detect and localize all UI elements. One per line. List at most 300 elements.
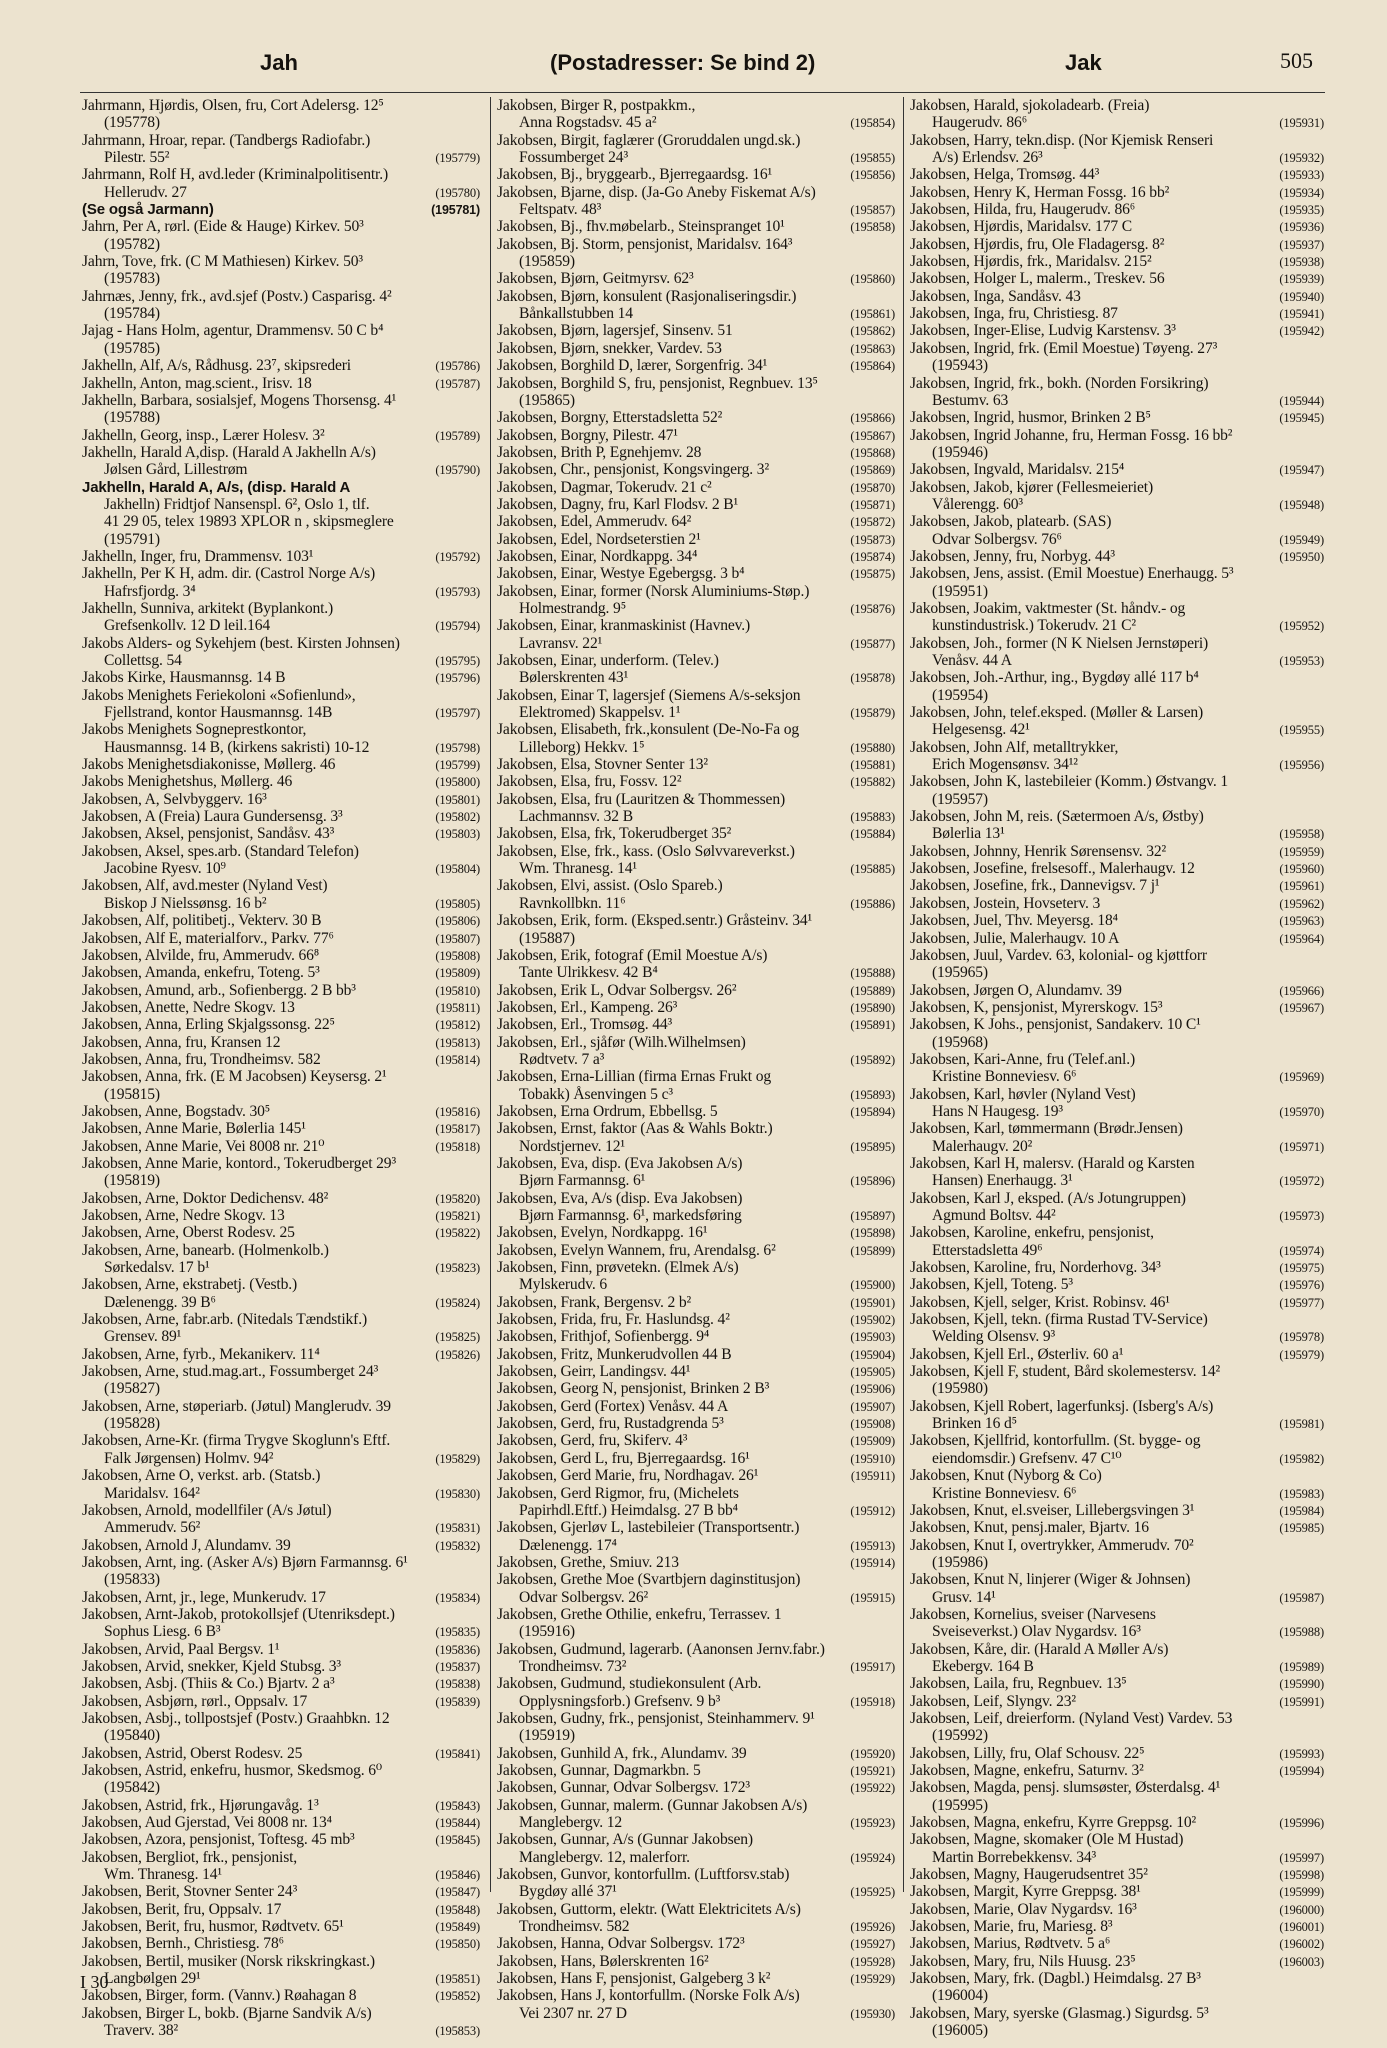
entry-number: (195948): [1279, 497, 1324, 512]
entry-line: [82, 496, 480, 513]
entry-line: [910, 704, 1324, 721]
entry-line: [82, 652, 480, 669]
entry-line: [497, 1086, 895, 1103]
entry-line: [82, 1172, 480, 1189]
entry-text: Wm. Thranesg. 14¹: [104, 1866, 222, 1884]
entry-number: (195977): [1279, 1295, 1324, 1310]
entry-line: [497, 1814, 895, 1831]
entry-line: [82, 1537, 480, 1554]
entry-text: Jakobsen, Gerd, fru, Skiferv. 4³: [497, 1432, 688, 1450]
entry-line: [910, 617, 1324, 634]
entry-line: [910, 1502, 1324, 1519]
entry-text: Jakobsen, Leif, Slyngv. 23²: [910, 1692, 1076, 1710]
entry-number: (195944): [1279, 393, 1324, 408]
entry-text: Jakobsen, Birgit, faglærer (Groruddalen ungd.sk.): [497, 131, 801, 149]
entry-line: [497, 1675, 895, 1692]
entry-number: (195800): [435, 775, 480, 790]
entry-line: [82, 1068, 480, 1085]
entry-text: Jakobsen, Marie, fru, Mariesg. 8³: [910, 1918, 1113, 1936]
entry-number: (195969): [1279, 1070, 1324, 1085]
entry-number: (196002): [1279, 1937, 1324, 1952]
entry-number: (195886): [850, 896, 895, 911]
entry-text: Jakobsen, Arne, Nedre Skogv. 13: [82, 1207, 285, 1224]
entry-text: Jakobsen, Kåre, dir. (Harald A Møller A/s): [910, 1640, 1169, 1658]
entry-line: [497, 1346, 895, 1363]
entry-number: (195790): [435, 463, 480, 478]
entry-line: [497, 218, 895, 235]
entry-number: (195875): [850, 567, 895, 582]
entry-line: [82, 461, 480, 478]
entry-text: Jakhelln, Harald A,disp. (Harald A Jakhelln A/s): [82, 443, 376, 461]
entry-text: Jakobsen, Edel, Ammerudv. 64²: [497, 513, 692, 531]
entry-line: [497, 513, 895, 530]
entry-number: (195825): [435, 1330, 480, 1345]
entry-text: Jakobsen, Holger L, malerm., Treskev. 56: [910, 270, 1165, 288]
entry-line: [497, 1172, 895, 1189]
entry-line: [82, 617, 480, 634]
entry-text: (195995): [932, 1796, 988, 1814]
entry-number: (195913): [850, 1538, 895, 1553]
entry-line: [82, 1190, 480, 1207]
entry-line: [82, 1762, 480, 1779]
entry-text: Dælenengg. 39 B⁶: [104, 1293, 216, 1311]
entry-line: [82, 877, 480, 894]
entry-line: [497, 392, 895, 409]
entry-number: (195808): [435, 948, 480, 963]
entry-number: (195780): [435, 185, 480, 200]
entry-text: Jahrnæs, Jenny, frk., avd.sjef (Postv.) Casparisg. 4²: [82, 287, 392, 305]
entry-text: Jakobsen, Einar, underform. (Telev.): [497, 652, 719, 669]
entry-number: (195970): [1279, 1104, 1324, 1119]
entry-text: eiendomsdir.) Grefsenv. 47 C¹⁰: [932, 1449, 1122, 1467]
entry-line: [82, 305, 480, 322]
entry-line: [910, 1086, 1324, 1103]
entry-line: [497, 114, 895, 131]
entry-line: [910, 97, 1324, 114]
entry-number: (195990): [1279, 1677, 1324, 1692]
entry-number: (195896): [850, 1174, 895, 1189]
entry-line: [82, 1953, 480, 1970]
entry-line: [497, 1849, 895, 1866]
entry-text: (195784): [104, 305, 160, 323]
entry-text: Jakobsen, Eva, A/s (disp. Eva Jakobsen): [497, 1189, 743, 1207]
column-2: [490, 97, 895, 2022]
entry-line: [910, 166, 1324, 183]
entry-line: [82, 548, 480, 565]
entry-text: Jakobsen, Magda, pensj. slumsøster, Østerdalsg. 4¹: [910, 1779, 1221, 1797]
entry-text: Anna Rogstadsv. 45 a²: [519, 114, 657, 132]
entry-text: Jakobsen, Mary, frk. (Dagbl.) Heimdalsg. 27 B³: [910, 1970, 1201, 1988]
entry-text: Jakobsen, Erl., sjåfør (Wilh.Wilhelmsen): [497, 1033, 746, 1051]
entry-line: [910, 132, 1324, 149]
entry-line: [497, 825, 895, 842]
entry-text: Jakobsen, Chr., pensjonist, Kongsvingerg. 3²: [497, 461, 769, 479]
entry-number: (195885): [850, 862, 895, 877]
entry-number: (195864): [850, 359, 895, 374]
entry-line: [82, 375, 480, 392]
entry-number: (195971): [1279, 1139, 1324, 1154]
entry-text: Welding Olsensv. 9³: [932, 1328, 1055, 1346]
entry-number: (195998): [1279, 1868, 1324, 1883]
entry-text: Fossumberget 24³: [519, 149, 628, 167]
entry-number: (195936): [1279, 220, 1324, 235]
entry-line: [910, 1120, 1324, 1137]
entry-line: [910, 218, 1324, 235]
entry-text: Trondheimsv. 73²: [519, 1657, 627, 1675]
entry-text: Jakobsen, Bjørn, Geitmyrsv. 62³: [497, 270, 694, 288]
entry-text: Papirhdl.Eftf.) Heimdalsg. 27 B bb⁴: [519, 1501, 738, 1519]
entry-line: [910, 583, 1324, 600]
entry-text: Ekebergv. 164 B: [932, 1657, 1034, 1675]
entry-text: (195965): [932, 964, 988, 982]
entry-line: [82, 912, 480, 929]
entry-text: Jakobsen, Anna, fru, Trondheimsv. 582: [82, 1050, 321, 1068]
entry-line: [910, 1641, 1324, 1658]
entry-text: Jakobsen, Alf, politibetj., Vekterv. 30 B: [82, 912, 322, 930]
entry-line: [497, 1762, 895, 1779]
entry-text: Jakobsen, Arvid, Paal Bergsv. 1¹: [82, 1640, 280, 1658]
entry-line: [82, 409, 480, 426]
entry-number: (195891): [850, 1018, 895, 1033]
entry-line: [82, 322, 480, 339]
entry-number: (195952): [1279, 619, 1324, 634]
entry-text: Jakobsen, Anna, fru, Kransen 12: [82, 1033, 281, 1051]
entry-text: Lilleborg) Hekkv. 1⁵: [519, 738, 645, 756]
entry-line: [82, 357, 480, 374]
entry-number: (195811): [435, 1000, 480, 1015]
entry-text: Jakobsen, K, pensjonist, Myrerskogv. 15³: [910, 998, 1163, 1016]
entry-line: [497, 1918, 895, 1935]
entry-number: (195917): [850, 1659, 895, 1674]
entry-line: [910, 1190, 1324, 1207]
entry-text: Jakobsen, Jakob, platearb. (SAS): [910, 513, 1112, 531]
entry-line: [82, 1311, 480, 1328]
entry-text: Jakobsen, Einar, Nordkappg. 34⁴: [497, 547, 698, 565]
entry-text: Jakobsen, Kjell Robert, lagerfunksj. (Isberg's A/s): [910, 1397, 1214, 1415]
entry-line: [82, 565, 480, 582]
entry-number: (195947): [1279, 463, 1324, 478]
entry-text: Jakobsen, Anne Marie, Vei 8008 nr. 21⁰: [82, 1137, 325, 1155]
entry-text: Jakobsen, Arne-Kr. (firma Trygve Skoglunn's Eftf.: [82, 1432, 391, 1450]
entry-text: Jakobsen, Gjerløv L, lastebileier (Transportsentr.): [497, 1519, 800, 1537]
entry-number: (195781): [431, 203, 480, 218]
entry-text: Jakobsen, Kjell F, student, Bård skolemestersv. 14²: [910, 1363, 1221, 1381]
entry-line: [497, 270, 895, 287]
entry-line: [497, 704, 895, 721]
entry-text: Odvar Solbergsv. 76⁶: [932, 530, 1062, 548]
entry-line: [82, 253, 480, 270]
entry-line: [910, 1363, 1324, 1380]
entry-number: (195850): [435, 1937, 480, 1952]
entry-text: Jakobsen, Guttorm, elektr. (Watt Elektricitets A/s): [497, 1900, 801, 1918]
entry-line: [910, 1918, 1324, 1935]
entry-text: Jakobsen, John K, lastebileier (Komm.) Østvangv. 1: [910, 773, 1229, 791]
entry-text: (195954): [932, 686, 988, 704]
entry-text: Etterstadsletta 49⁶: [932, 1241, 1043, 1259]
entry-line: [497, 1710, 895, 1727]
entry-line: [910, 1658, 1324, 1675]
entry-text: Jakobsen, Laila, fru, Regnbuev. 13⁵: [910, 1675, 1127, 1693]
entry-line: [497, 1328, 895, 1345]
entry-text: (195865): [519, 391, 575, 409]
entry-text: (195957): [932, 790, 988, 808]
entry-line: [910, 1970, 1324, 1987]
entry-text: Jakobsen, Juul, Vardev. 63, kolonial- og kjøttforr: [910, 946, 1207, 964]
entry-text: Jakobsen, Inga, Sandåsv. 43: [910, 287, 1081, 305]
entry-number: (195918): [850, 1694, 895, 1709]
entry-text: Jakhelln, Alf, A/s, Rådhusg. 23⁷, skipsrederi: [82, 357, 351, 375]
entry-number: (195900): [850, 1278, 895, 1293]
entry-text: Jakobsen, Erik L, Odvar Solbergsv. 26²: [497, 981, 737, 999]
entry-line: [497, 617, 895, 634]
entry-number: (195847): [435, 1885, 480, 1900]
entry-text: Hellerudv. 27: [104, 183, 187, 201]
entry-line: [910, 773, 1324, 790]
entry-line: [910, 1224, 1324, 1241]
entry-number: (195978): [1279, 1330, 1324, 1345]
entry-line: [910, 270, 1324, 287]
entry-text: Jakobsen, Gerd (Fortex) Venåsv. 44 A: [497, 1397, 729, 1415]
entry-number: (195803): [435, 827, 480, 842]
entry-line: [497, 1068, 895, 1085]
entry-line: [910, 1762, 1324, 1779]
entry-number: (195884): [850, 827, 895, 842]
entry-line: [82, 1016, 480, 1033]
entry-text: Helgesensg. 42¹: [932, 721, 1030, 739]
entry-text: Maridalsv. 164²: [104, 1484, 200, 1502]
entry-text: Jakobsen, Bj. Storm, pensjonist, Maridalsv. 164³: [497, 235, 793, 253]
entry-line: [497, 1641, 895, 1658]
entry-text: Grusv. 14¹: [932, 1588, 996, 1606]
entry-line: [497, 860, 895, 877]
entry-line: [497, 322, 895, 339]
entry-text: Jakobsen, Georg N, pensjonist, Brinken 2 B³: [497, 1380, 770, 1398]
entry-number: (195942): [1279, 324, 1324, 339]
entry-line: [910, 427, 1324, 444]
entry-text: Jakobsen, Arne, ekstrabetj. (Vestb.): [82, 1276, 298, 1294]
entry-line: [497, 427, 895, 444]
entry-number: (195876): [850, 601, 895, 616]
entry-number: (195927): [850, 1937, 895, 1952]
entry-text: kunstindustrisk.) Tokerudv. 21 C²: [932, 617, 1136, 635]
entry-number: (195874): [850, 549, 895, 564]
entry-text: Sørkedalsv. 17 b¹: [104, 1259, 210, 1277]
entry-line: [910, 479, 1324, 496]
entry-line: [497, 843, 895, 860]
entry-number: (195974): [1279, 1243, 1324, 1258]
entry-line: [82, 600, 480, 617]
entry-line: [82, 860, 480, 877]
entry-number: (195932): [1279, 151, 1324, 166]
entry-line: [82, 930, 480, 947]
entry-line: [910, 1155, 1324, 1172]
entry-text: Jakobsen, Josefine, frelsesoff., Malerhaugv. 12: [910, 860, 1195, 878]
entry-line: [497, 97, 895, 114]
entry-text: Kristine Bonneviesv. 6⁶: [932, 1068, 1077, 1086]
entry-number: (195889): [850, 983, 895, 998]
entry-line: [910, 1675, 1324, 1692]
entry-line: [497, 340, 895, 357]
entry-number: (195836): [435, 1642, 480, 1657]
entry-line: [910, 877, 1324, 894]
entry-line: [497, 132, 895, 149]
entry-number: (195926): [850, 1920, 895, 1935]
entry-line: [910, 756, 1324, 773]
entry-line: [497, 479, 895, 496]
entry-line: [497, 1831, 895, 1848]
entry-line: [497, 496, 895, 513]
entry-number: (195807): [435, 931, 480, 946]
entry-text: Jakobsen, Kornelius, sveiser (Narvesens: [910, 1605, 1156, 1623]
entry-line: [910, 1450, 1324, 1467]
entry-number: (195801): [435, 792, 480, 807]
entry-line: [497, 166, 895, 183]
entry-text: Trondheimsv. 582: [519, 1918, 630, 1936]
entry-line: [82, 513, 480, 530]
entry-number: (195837): [435, 1659, 480, 1674]
entry-text: Bånkallstubben 14: [519, 305, 633, 323]
entry-text: Jakobsen, Berit, fru, husmor, Rødtvetv. 65¹: [82, 1918, 344, 1936]
entry-text: Jakobsen, Anna, frk. (E M Jacobsen) Keysersg. 2¹: [82, 1068, 387, 1086]
entry-text: Jakobsen, Hjørdis, Maridalsv. 177 C: [910, 218, 1132, 236]
entry-line: [82, 288, 480, 305]
entry-text: Jakobsen, Erik, fotograf (Emil Moestue A/s): [497, 946, 768, 964]
entry-line: [497, 791, 895, 808]
entry-line: [910, 513, 1324, 530]
entry-text: Jakobsen, Jørgen O, Alundamv. 39: [910, 981, 1122, 999]
entry-line: [497, 1224, 895, 1241]
entry-line: [497, 444, 895, 461]
entry-text: Jakobsen, Gudmund, lagerarb. (Aanonsen Jernv.fabr.): [497, 1640, 825, 1658]
entry-text: Jakobsen, Hjørdis, frk., Maridalsv. 215²: [910, 253, 1152, 271]
entry-line: [82, 1207, 480, 1224]
entry-number: (195797): [435, 706, 480, 721]
entry-number: (195829): [435, 1451, 480, 1466]
entry-text: Odvar Solbergsv. 26²: [519, 1588, 649, 1606]
entry-line: [910, 375, 1324, 392]
entry-text: Jakobsen, Karl, høvler (Nyland Vest): [910, 1085, 1136, 1103]
entry-number: (195821): [435, 1209, 480, 1223]
entry-text: Jakobsen, Else, frk., kass. (Oslo Sølvvareverkst.): [497, 842, 795, 860]
entry-line: [910, 1606, 1324, 1623]
entry-line: [910, 1519, 1324, 1536]
entry-text: (195833): [104, 1571, 160, 1589]
entry-line: [497, 1190, 895, 1207]
entry-text: Jakobsen, Geirr, Landingsv. 44¹: [497, 1363, 691, 1381]
entry-text: Jakobsen, Erl., Tromsøg. 44³: [497, 1016, 673, 1034]
entry-number: (195830): [435, 1486, 480, 1501]
entry-text: (195951): [932, 582, 988, 600]
entry-text: Jahrmann, Hjørdis, Olsen, fru, Cort Adelersg. 12⁵: [82, 97, 384, 114]
entry-text: Jakobsen, Arne, fabr.arb. (Nitedals Tændstikf.): [82, 1311, 367, 1329]
entry-line: [82, 2005, 480, 2022]
entry-number: (195796): [435, 671, 480, 686]
entry-number: (195979): [1279, 1347, 1324, 1362]
entry-text: Jakobsen, K Johs., pensjonist, Sandakerv. 10 C¹: [910, 1016, 1201, 1034]
entry-text: Jakobsen, Grethe, Smiuv. 213: [497, 1553, 679, 1571]
entry-line: [910, 322, 1324, 339]
entry-line: [82, 1380, 480, 1397]
entry-line: [910, 1710, 1324, 1727]
entry-text: Bølerlia 13¹: [932, 825, 1005, 843]
entry-text: Jakobsen, Ingrid, frk., bokh. (Norden Forsikring): [910, 374, 1209, 392]
entry-text: Hansen) Enerhaugg. 3¹: [932, 1172, 1073, 1190]
entry-line: [910, 1866, 1324, 1883]
entry-line: [82, 1883, 480, 1900]
entry-text: Jakobsen, Gerd L, fru, Bjerregaardsg. 16¹: [497, 1449, 750, 1467]
entry-line: [497, 1745, 895, 1762]
entry-text: Jakobsen, Berit, Stovner Senter 24³: [82, 1883, 298, 1901]
entry-text: Grensev. 89¹: [104, 1328, 182, 1346]
entry-line: [910, 1589, 1324, 1606]
entry-line: [82, 132, 480, 149]
entry-number: (195831): [435, 1521, 480, 1536]
entry-text: Wm. Thranesg. 14¹: [519, 860, 637, 878]
entry-number: (195945): [1279, 411, 1324, 426]
entry-line: [82, 166, 480, 183]
entry-line: [497, 1970, 895, 1987]
entry-line: [910, 1467, 1324, 1484]
entry-text: Jakobsen, Anne Marie, Bølerlia 145¹: [82, 1120, 306, 1138]
entry-text: Jakobsen, Grethe Moe (Svartbjern daginstitusjon): [497, 1571, 801, 1589]
entry-text: Jakobsen, Arnt-Jakob, protokollsjef (Utenriksdept.): [82, 1605, 395, 1623]
entry-line: [910, 687, 1324, 704]
entry-text: Jakobsen, Asbj. (Thiis & Co.) Bjartv. 2 a³: [82, 1675, 335, 1693]
entry-line: [497, 999, 895, 1016]
entry-text: Jakobsen, Berit, fru, Oppsalv. 17: [82, 1900, 282, 1918]
entry-text: Jølsen Gård, Lillestrøm: [104, 461, 248, 479]
entry-text: (195986): [932, 1553, 988, 1571]
entry-line: [497, 1658, 895, 1675]
entry-text: Jakobsen, Elsa, frk, Tokerudberget 35²: [497, 825, 732, 843]
entry-text: Jakobsen, Arne, fyrb., Mekanikerv. 11⁴: [82, 1345, 320, 1363]
entry-text: Jakobsen, Bj., bryggearb., Bjerregaardsg. 16¹: [497, 166, 773, 184]
entry-text: Jakobsen, Ingrid, husmor, Brinken 2 B⁵: [910, 409, 1151, 427]
entry-text: Jakobsen, Magna, enkefru, Kyrre Greppsg. 10²: [910, 1814, 1197, 1832]
entry-text: Jakobsen, Edel, Nordseterstien 2¹: [497, 530, 701, 548]
entry-number: (195960): [1279, 862, 1324, 877]
entry-text: Jakobsen, Gerd, fru, Rustadgrenda 5³: [497, 1415, 724, 1433]
entry-line: [82, 1276, 480, 1293]
entry-number: (195795): [435, 654, 480, 668]
entry-line: [910, 409, 1324, 426]
entry-text: (195840): [104, 1727, 160, 1745]
entry-text: Jakobsen, Knut (Nyborg & Co): [910, 1467, 1102, 1485]
entry-text: Bestumv. 63: [932, 391, 1009, 409]
entry-text: Jakobsen, Joakim, vaktmester (St. håndv.- og: [910, 599, 1186, 617]
entry-number: (195982): [1279, 1451, 1324, 1466]
entry-text: Jakobsen, Arnold J, Alundamv. 39: [82, 1536, 291, 1554]
entry-line: [497, 773, 895, 790]
entry-line: [910, 1415, 1324, 1432]
entry-line: [910, 999, 1324, 1016]
entry-text: Jakobsen, Hans F, pensjonist, Galgeberg 3 k²: [497, 1970, 771, 1988]
entry-text: Jakobsen, Aksel, pensjonist, Sandåsv. 43³: [82, 825, 335, 843]
entry-text: Jakobsen, Karl J, eksped. (A/s Jotungruppen): [910, 1189, 1186, 1207]
entry-number: (195906): [850, 1382, 895, 1397]
entry-number: (195813): [435, 1035, 480, 1050]
entry-text: Erich Mogensønsv. 34¹²: [932, 756, 1078, 774]
entry-text: Jakobs Kirke, Hausmannsg. 14 B: [82, 669, 286, 687]
entry-text: (195943): [932, 357, 988, 375]
entry-line: [497, 531, 895, 548]
entry-number: (195912): [850, 1503, 895, 1518]
entry-text: Jakobs Menighetshus, Møllerg. 46: [82, 773, 293, 791]
entry-number: (195966): [1279, 983, 1324, 998]
entry-line: [910, 1034, 1324, 1051]
entry-number: (195786): [435, 359, 480, 374]
entry-line: [497, 1034, 895, 1051]
